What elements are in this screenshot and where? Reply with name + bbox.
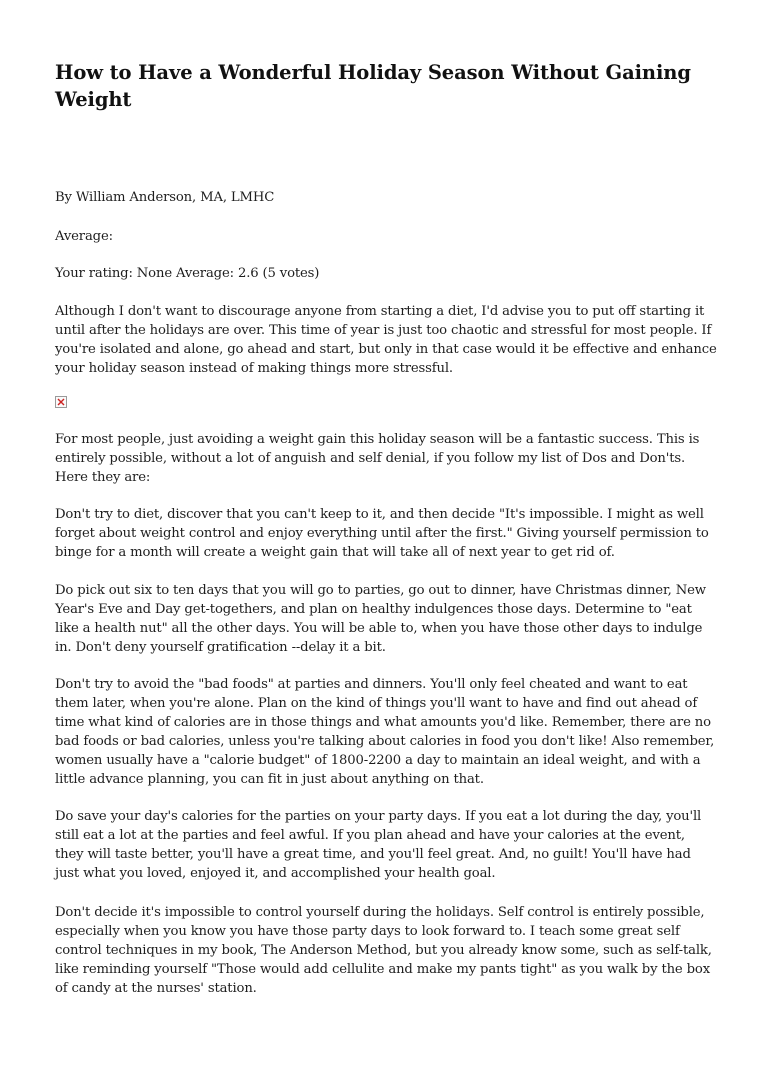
paragraph-7: Don't decide it's impossible to control yourself during the holidays. Self control is entirely possible, especially when you know you have those party days to look forward to. I teach some great self control techniques in my book, The Anderson Method, but you already know some, such as self-talk, like reminding yourself "Those would add cellulite and make my pants tight" as you walk by the box of candy at the nurses' station. — [55, 905, 712, 996]
broken-image-x-mark — [57, 398, 65, 406]
paragraph-6: Do save your day's calories for the parties on your party days. If you eat a lot during the day, you'll still eat a lot at the parties and feel awful. If you plan ahead and have your calories at the event, they will taste better, you'll have a great time, and you'll feel great. And, no guilt! You'll have had just what you loved, enjoyed it, and accomplished your health goal. — [55, 809, 702, 881]
article-byline: By William Anderson, MA, LMHC — [55, 190, 275, 205]
rating-line: Your rating: None Average: 2.6 (5 votes) — [55, 266, 320, 281]
paragraph-5: Don't try to avoid the "bad foods" at parties and dinners. You'll only feel cheated and want to eat them later, when you're alone. Plan on the kind of things you'll want to have and find out ahead of time what kind of calories are in those things and what amounts you'd like. Remember, there are no bad foods or bad calories, unless you're talking about calories in food you don't like! Also remember, women usually have a "calorie budget" of 1800-2200 a day to maintain an ideal weight, and with a little advance planning, you can fit in just about anything on that. — [55, 677, 715, 787]
average-label: Average: — [55, 229, 113, 244]
paragraph-2: For most people, just avoiding a weight gain this holiday season will be a fantastic success. This is entirely possible, without a lot of anguish and self denial, if you follow my list of Dos and Don'ts. Here they are: — [55, 432, 700, 485]
paragraph-4: Do pick out six to ten days that you will go to parties, go out to dinner, have Christmas dinner, New Year's Eve and Day get-togethers, and plan on healthy indulgences those days. Determine to "eat like a health nut" all the other days. You will be able to, when you have those other days to indulge in. Don't deny yourself gratification --delay it a bit. — [55, 583, 706, 655]
broken-image-icon — [55, 396, 67, 408]
paragraph-1: Although I don't want to discourage anyone from starting a diet, I'd advise you to put off starting it until after the holidays are over. This time of year is just too chaotic and stressful for most people. If you're isolated and alone, go ahead and start, but only in that case would it be effective and enhance your holiday season instead of making things more stressful. — [55, 304, 717, 376]
paragraph-3: Don't try to diet, discover that you can't keep to it, and then decide "It's impossible. I might as well forget about weight control and enjoy everything until after the first." Giving yourself permission to binge for a month will create a weight gain that will take all of next year to get rid of. — [55, 507, 709, 560]
article-title: How to Have a Wonderful Holiday Season Without Gaining Weight — [55, 61, 691, 111]
